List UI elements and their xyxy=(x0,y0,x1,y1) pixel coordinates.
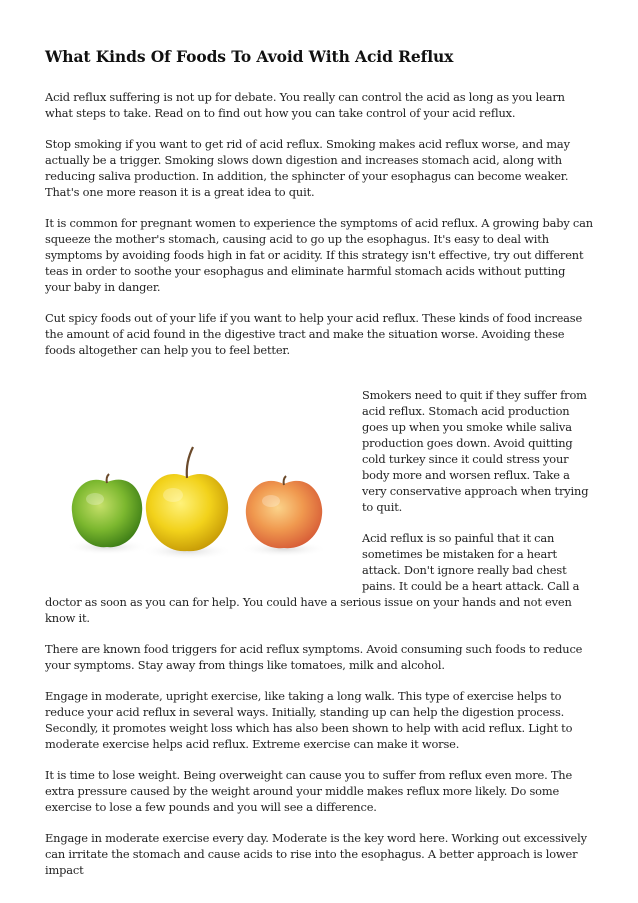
document-page xyxy=(45,46,593,893)
apples-image xyxy=(52,387,352,587)
red-apple xyxy=(246,481,322,548)
green-apple xyxy=(72,480,142,548)
paragraph: Smokers need to quit if they suffer from acid reflux. Stomach acid production goes up when you smoke while saliva production goes down. Avoid quitting cold turkey since it could stress your body more and worsen reflux. Take a very conservative approach when trying to quit. xyxy=(362,388,589,514)
spacer xyxy=(45,373,593,387)
paragraph: Cut spicy foods out of your life if you want to help your acid reflux. These kinds of food increase the amount of acid found in the digestive tract and make the situation worse. Avoiding these foods altogether can help you to feel better. xyxy=(45,311,583,357)
apple-stem xyxy=(187,447,193,478)
paragraph: Acid reflux is so painful that it can sometimes be mistaken for a heart attack. Don't ignore really bad chest pains. It could be a heart attack. Call a doctor as soon as you can for help. You could have a serious issue on your hands and not even know it. xyxy=(45,531,580,625)
apples-illustration xyxy=(52,387,352,587)
paragraph: There are known food triggers for acid reflux symptoms. Avoid consuming such foods to reduce your symptoms. Stay away from things like tomatoes, milk and alcohol. xyxy=(45,642,583,672)
article-title: What Kinds Of Foods To Avoid With Acid Reflux xyxy=(45,47,454,66)
yellow-apple xyxy=(146,474,228,551)
paragraph: It is time to lose weight. Being overweight can cause you to suffer from reflux even more. The extra pressure caused by the weight around your middle makes reflux more likely. Do some exercise to lose a few pounds and you will see a difference. xyxy=(45,768,573,814)
paragraph: Engage in moderate, upright exercise, like taking a long walk. This type of exercise helps to reduce your acid reflux in several ways. Initially, standing up can help the digestion process. Secondly, it promotes weight loss which has also been shown to help with acid reflux. Light to moderate exercise helps acid reflux. Extreme exercise can make it worse. xyxy=(45,689,573,751)
paragraph: Acid reflux suffering is not up for debate. You really can control the acid as long as you learn what steps to take. Read on to find out how you can take control of your acid reflux. xyxy=(45,90,565,120)
paragraph: Engage in moderate exercise every day. Moderate is the key word here. Working out excessively can irritate the stomach and cause acids to rise into the esophagus. A better approach is lower impact xyxy=(45,831,587,877)
paragraph: Stop smoking if you want to get rid of acid reflux. Smoking makes acid reflux worse, and may actually be a trigger. Smoking slows down digestion and increases stomach acid, along with reducing saliva production. In addition, the sphincter of your esophagus can become weaker. That's one more reason it is a great idea to quit. xyxy=(45,137,570,199)
paragraph: It is common for pregnant women to experience the symptoms of acid reflux. A growing baby can squeeze the mother's stomach, causing acid to go up the esophagus. It's easy to deal with symptoms by avoiding foods high in fat or acidity. If this strategy isn't effective, try out different teas in order to soothe your esophagus and eliminate harmful stomach acids without putting your baby in danger. xyxy=(45,216,593,294)
